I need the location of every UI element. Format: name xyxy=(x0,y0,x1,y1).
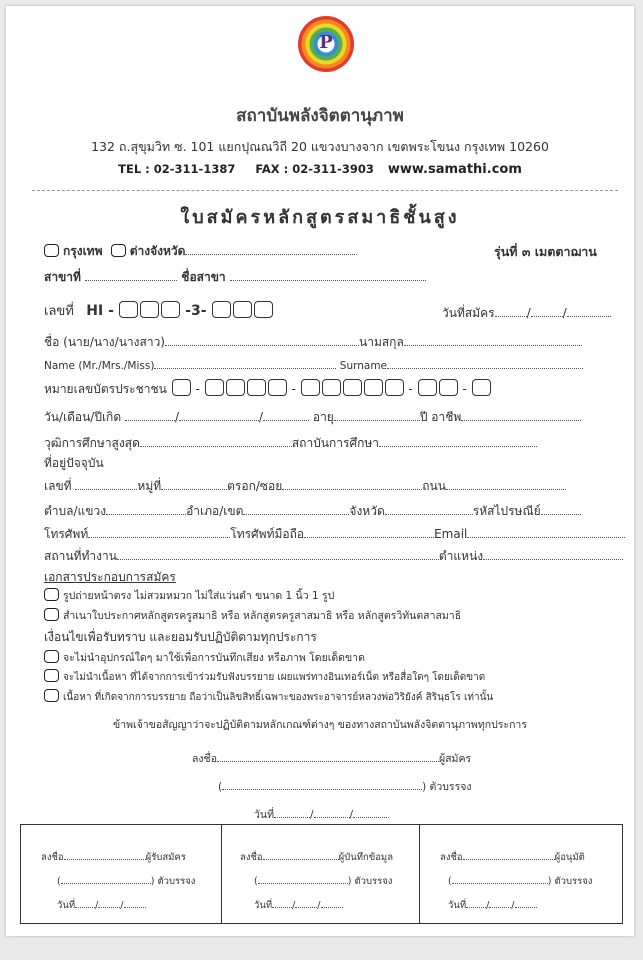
date-field[interactable] xyxy=(295,897,317,908)
document-item-text: รูปถ่ายหน้าตรง ไม่สวมหมวก ไม่ใส่แว่นดำ ขนาด 1 นิ้ว 1 รูป xyxy=(63,590,335,602)
district-field[interactable] xyxy=(243,504,349,515)
mobile-field[interactable] xyxy=(304,527,434,538)
branch-name-label: ชื่อสาขา xyxy=(181,270,226,284)
number-label: เลขที่ xyxy=(44,304,74,319)
branch-row xyxy=(44,268,426,287)
surname-en-field[interactable] xyxy=(387,358,583,369)
workplace-label: สถานที่ทำงาน xyxy=(44,549,117,563)
age-field[interactable] xyxy=(334,410,420,421)
condition-item-text: จะไม่นำเนื้อหา ที่ได้จากการเข้าร่วมรับฟังบรรยาย เผยแพร่ทางอินเทอร์เน็ต หรือสื่อใดๆ โดยเด็ดขาด xyxy=(63,672,486,683)
document-item-text: สำเนาใบประกาศหลักสูตรครูสมาธิ หรือ หลักสูตรครูสาสมาธิ หรือ หลักสูตรวิทันตสาสมาธิ xyxy=(63,610,462,622)
road-field[interactable] xyxy=(446,479,566,490)
condition-item xyxy=(44,669,485,685)
soi-field[interactable] xyxy=(282,479,422,490)
school-label: สถาบันการศึกษา xyxy=(291,436,379,450)
id-box[interactable] xyxy=(364,379,383,396)
surname-th-label: นามสกุล xyxy=(359,335,404,349)
form-title: ใบสมัครหลักสูตรสมาธิชั้นสูง xyxy=(180,207,460,228)
id-box[interactable] xyxy=(172,379,191,396)
date-field[interactable] xyxy=(321,897,343,908)
education-field[interactable] xyxy=(140,436,292,447)
applicant-print-row: ( ) ตัวบรรจง xyxy=(218,781,472,793)
apply-date-label: วันที่สมัคร xyxy=(442,306,495,320)
signature-column-recorder: ลงชื่อ ผู้บันทึกข้อมูล ( ) ตัวบรรจง วันที่ / / xyxy=(221,825,420,923)
document-item xyxy=(44,587,334,604)
condition-item-text: เนื้อหา ที่เกิดจากการบรรยาย ถือว่าเป็นลิขสิทธิ์เฉพาะของพระอาจารย์หลวงพ่อวิริยังค์ สิรินฺธโร เท่านั้น xyxy=(63,692,494,703)
id-box[interactable] xyxy=(268,379,287,396)
mobile-label: โทรศัพท์มือถือ xyxy=(230,527,305,541)
branch-label: สาขาที่ xyxy=(44,270,81,284)
print-name-label: ตัวบรรจง xyxy=(554,876,593,887)
print-name-label: ตัวบรรจง xyxy=(429,781,472,793)
application-form-page xyxy=(6,6,634,936)
surname-en-label: Surname xyxy=(339,360,388,372)
date-label: วันที่ xyxy=(254,900,273,911)
bangkok-label: กรุงเทพ xyxy=(63,244,103,258)
date-label: วันที่ xyxy=(57,900,76,911)
id-box[interactable] xyxy=(322,379,341,396)
education-row xyxy=(44,434,537,453)
age-label: อายุ xyxy=(312,410,334,424)
id-box[interactable] xyxy=(247,379,266,396)
number-prefix: HI - xyxy=(86,303,114,319)
name-en-row xyxy=(44,358,583,372)
date-field[interactable] xyxy=(124,897,146,908)
position-label: ตำแหน่ง xyxy=(438,549,484,563)
district-label: อำเภอ/เขต xyxy=(186,504,244,518)
batch-label: รุ่นที่ ๓ เมตตาฌาน xyxy=(494,244,597,259)
institute-address: 132 ถ.สุขุมวิท ซ. 101 แยกปุณณวิถี 20 แขวงบางจาก เขตพระโขนง กรุงเทพ 10260 xyxy=(91,139,549,154)
date-month-field[interactable] xyxy=(314,807,350,818)
number-box[interactable] xyxy=(140,301,159,318)
position-field[interactable] xyxy=(483,549,623,560)
apply-month-field[interactable] xyxy=(531,306,563,317)
house-no-field[interactable] xyxy=(75,479,137,490)
subdistrict-label: ตำบล/แขวง xyxy=(44,504,107,518)
print-field[interactable] xyxy=(452,873,548,884)
road-label: ถนน xyxy=(422,479,446,493)
soi-label: ตรอก/ซอย xyxy=(227,479,283,493)
lotus-circle-logo-icon xyxy=(298,16,354,72)
condition-item xyxy=(44,689,493,705)
dob-year-field[interactable] xyxy=(263,410,309,421)
name-th-label: ชื่อ (นาย/นาง/นางสาว) xyxy=(44,335,165,349)
tel: TEL : 02-311-1387 xyxy=(118,162,236,176)
dob-month-field[interactable] xyxy=(179,410,259,421)
workplace-field[interactable] xyxy=(117,549,439,560)
phone-field[interactable] xyxy=(88,527,230,538)
dob-day-field[interactable] xyxy=(125,410,175,421)
pledge-text: ข้าพเจ้าขอสัญญาว่าจะปฏิบัติตามหลักเกณฑ์ต่างๆ ของทางสถาบันพลังจิตตานุภาพทุกประการ xyxy=(113,719,527,731)
number-box[interactable] xyxy=(161,301,180,318)
subdistrict-field[interactable] xyxy=(106,504,186,515)
number-box[interactable] xyxy=(233,301,252,318)
sign-field[interactable] xyxy=(64,849,146,860)
number-box[interactable] xyxy=(119,301,138,318)
date-label: วันที่ xyxy=(448,900,467,911)
province-label: ต่างจังหวัด xyxy=(129,244,186,258)
occupation-label: ปี อาชีพ xyxy=(419,410,462,424)
education-label: วุฒิการศึกษาสูงสุด xyxy=(44,436,140,450)
date-field[interactable] xyxy=(98,897,120,908)
institute-name: สถาบันพลังจิตตานุภาพ xyxy=(236,106,404,126)
sign-label: ลงชื่อ xyxy=(240,852,263,863)
apply-year-field[interactable] xyxy=(567,306,611,317)
moo-label: หมู่ที่ xyxy=(137,479,162,493)
date-field[interactable] xyxy=(466,897,486,908)
postcode-field[interactable] xyxy=(541,504,581,515)
number-row xyxy=(44,300,274,321)
date-field[interactable] xyxy=(75,897,95,908)
print-name-label: ตัวบรรจง xyxy=(157,876,196,887)
documents-heading: เอกสารประกอบการสมัคร xyxy=(44,570,176,584)
print-name-label: ตัวบรรจง xyxy=(354,876,393,887)
applicant-sign-field[interactable] xyxy=(217,751,439,762)
sign-label: ลงชื่อ xyxy=(41,852,64,863)
apply-day-field[interactable] xyxy=(495,306,527,317)
branch-field[interactable] xyxy=(85,270,177,281)
condition-checkbox[interactable] xyxy=(44,689,59,702)
applicant-print-field[interactable] xyxy=(222,779,422,790)
id-card-label: หมายเลขบัตรประชาชน xyxy=(44,382,167,396)
date-field[interactable] xyxy=(272,897,292,908)
official-signatures-box xyxy=(20,824,623,924)
role-label: ผู้บันทึกข้อมูล xyxy=(338,852,394,863)
phone-row xyxy=(44,525,625,544)
sign-field[interactable] xyxy=(463,849,555,860)
signature-column-receiver: ลงชื่อ ผู้รับสมัคร ( ) ตัวบรรจง วันที่ / / xyxy=(21,825,221,923)
id-box[interactable] xyxy=(226,379,245,396)
condition-checkbox[interactable] xyxy=(44,669,59,682)
surname-th-field[interactable] xyxy=(404,335,582,346)
phone-label: โทรศัพท์ xyxy=(44,527,89,541)
date-day-field[interactable] xyxy=(274,807,310,818)
postcode-label: รหัสไปรษณีย์ xyxy=(472,504,541,518)
address-row-2 xyxy=(44,502,581,521)
role-label: ผู้รับสมัคร xyxy=(145,852,186,863)
applicant-label: ผู้สมัคร xyxy=(439,753,472,765)
id-box[interactable] xyxy=(343,379,362,396)
occupation-field[interactable] xyxy=(461,410,581,421)
province-checkbox[interactable] xyxy=(111,244,126,257)
condition-checkbox[interactable] xyxy=(44,650,59,663)
number-box[interactable] xyxy=(254,301,273,318)
print-field[interactable] xyxy=(61,873,151,884)
date-year-field[interactable] xyxy=(353,807,389,818)
signature-column-approver: ลงชื่อ ผู้อนุมัติ ( ) ตัวบรรจง วันที่ / / xyxy=(419,825,623,923)
email-label: Email xyxy=(434,527,468,541)
branch-name-field[interactable] xyxy=(230,270,426,281)
moo-field[interactable] xyxy=(161,479,227,490)
fax: FAX : 02-311-3903 xyxy=(255,162,374,176)
applicant-date-row: วันที่ / / xyxy=(254,806,389,823)
apply-date-row: วันที่สมัคร / / xyxy=(442,304,611,323)
workplace-row xyxy=(44,547,623,566)
number-box[interactable] xyxy=(212,301,231,318)
header-divider xyxy=(32,190,618,191)
role-label: ผู้อนุมัติ xyxy=(554,852,585,863)
logo-letter: P xyxy=(319,32,333,53)
document-item xyxy=(44,607,461,624)
name-th-row xyxy=(44,333,582,352)
name-en-field[interactable] xyxy=(154,358,336,369)
province-field[interactable] xyxy=(185,244,357,255)
location-options xyxy=(44,242,357,261)
print-field[interactable] xyxy=(258,873,348,884)
id-box[interactable] xyxy=(472,379,491,396)
sign-label: ลงชื่อ xyxy=(192,753,217,765)
condition-item-text: จะไม่นำอุปกรณ์ใดๆ มาใช้เพื่อการบันทึกเสียง หรือภาพ โดยเด็ดขาด xyxy=(63,652,365,664)
name-en-label: Name (Mr./Mrs./Miss) xyxy=(44,360,155,372)
dob-label: วัน/เดือน/ปีเกิด xyxy=(44,410,122,424)
website[interactable]: www.samathi.com xyxy=(387,162,522,177)
contact-line xyxy=(6,162,634,177)
date-field[interactable] xyxy=(515,897,537,908)
number-middle: -3- xyxy=(185,303,207,319)
id-box[interactable] xyxy=(418,379,437,396)
id-box[interactable] xyxy=(385,379,404,396)
sign-label: ลงชื่อ xyxy=(440,852,463,863)
id-box[interactable] xyxy=(205,379,224,396)
email-field[interactable] xyxy=(467,527,625,538)
address-row-1 xyxy=(44,477,566,496)
current-address-label: ที่อยู่ปัจจุบัน xyxy=(44,456,104,470)
id-card-row: หมายเลขบัตรประชาชน - - - - xyxy=(44,379,492,399)
date-field[interactable] xyxy=(489,897,511,908)
condition-item xyxy=(44,649,365,666)
name-th-field[interactable] xyxy=(165,335,359,346)
applicant-sign-row xyxy=(192,750,471,767)
id-box[interactable] xyxy=(439,379,458,396)
school-field[interactable] xyxy=(379,436,537,447)
id-box[interactable] xyxy=(301,379,320,396)
document-checkbox[interactable] xyxy=(44,608,59,621)
dob-row: วัน/เดือน/ปีเกิด / / อายุ ปี อาชีพ xyxy=(44,408,581,427)
date-label: วันที่ xyxy=(254,809,274,821)
bangkok-checkbox[interactable] xyxy=(44,244,59,257)
address-province-field[interactable] xyxy=(385,504,473,515)
house-no-label: เลขที่ xyxy=(44,479,72,493)
address-province-label: จังหวัด xyxy=(349,504,385,518)
document-checkbox[interactable] xyxy=(44,588,59,601)
sign-field[interactable] xyxy=(263,849,339,860)
conditions-heading: เงื่อนไขเพื่อรับทราบ และยอมรับปฏิบัติตามทุกประการ xyxy=(44,630,317,644)
